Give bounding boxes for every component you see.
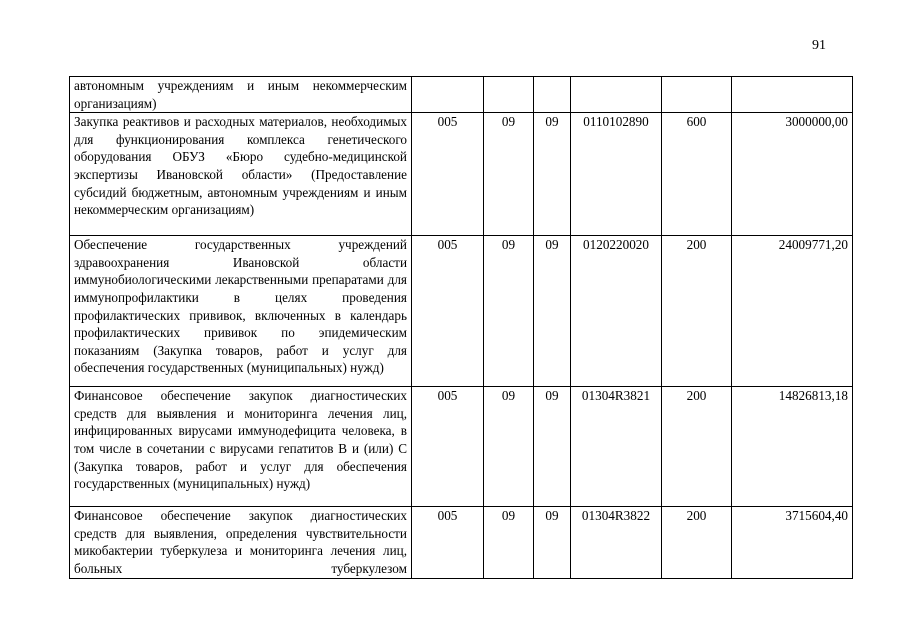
subsection-code [534,77,571,113]
admin-code: 005 [412,387,484,507]
table-row [70,507,853,578]
section-code: 09 [484,387,534,507]
row-description: Закупка реактивов и расходных материалов, необходимых для функционирования комплекса генетического оборудования ОБУЗ «Бюро судебно-медицинской экспертизы Ивановской области» (Предоставление субсидий бюджетным, автономным учреждениям и иным некоммерческим организациям) [70,113,412,236]
amount: 14826813,18 [732,387,853,507]
table-row [70,113,853,236]
subsection-code: 09 [534,236,571,387]
admin-code: 005 [412,236,484,387]
table-row [70,387,853,507]
amount [732,77,853,113]
expense-type-code [662,77,732,113]
section-code: 09 [484,236,534,387]
row-description: Обеспечение государственных учреждений здравоохранения Ивановской области иммунобиологическими лекарственными препаратами для иммунопрофилактики в целях проведения профилактических прививок, включенных в календарь профилактических прививок по эпидемическим показаниям (Закупка товаров, работ и услуг для обеспечения государственных (муниципальных) нужд) [70,236,412,387]
admin-code: 005 [412,507,484,578]
target-code: 0120220020 [571,236,662,387]
target-code [571,77,662,113]
amount: 24009771,20 [732,236,853,387]
row-description: Финансовое обеспечение закупок диагностических средств для выявления и мониторинга лечения лиц, инфицированных вирусами иммунодефицита человека, в том числе в сочетании с вирусами гепатитов B и (или) C (Закупка товаров, работ и услуг для обеспечения государственных (муниципальных) нужд) [70,387,412,507]
budget-table [69,76,853,579]
row-description: автономным учреждениям и иным некоммерческим организациям) [70,77,412,113]
expense-type-code: 200 [662,236,732,387]
subsection-code: 09 [534,113,571,236]
expense-type-code: 200 [662,387,732,507]
expense-type-code: 200 [662,507,732,578]
row-description: Финансовое обеспечение закупок диагностических средств для выявления, определения чувствительности микобактерии туберкулеза и мониторинга лечения лиц, больных туберкулезом [70,507,412,578]
amount: 3715604,40 [732,507,853,578]
section-code: 09 [484,113,534,236]
target-code: 01304R3822 [571,507,662,578]
target-code: 0110102890 [571,113,662,236]
target-code: 01304R3821 [571,387,662,507]
page-number: 91 [812,38,826,53]
table-row [70,236,853,387]
section-code [484,77,534,113]
admin-code [412,77,484,113]
subsection-code: 09 [534,387,571,507]
amount: 3000000,00 [732,113,853,236]
section-code: 09 [484,507,534,578]
table-row [70,77,853,113]
subsection-code: 09 [534,507,571,578]
admin-code: 005 [412,113,484,236]
expense-type-code: 600 [662,113,732,236]
